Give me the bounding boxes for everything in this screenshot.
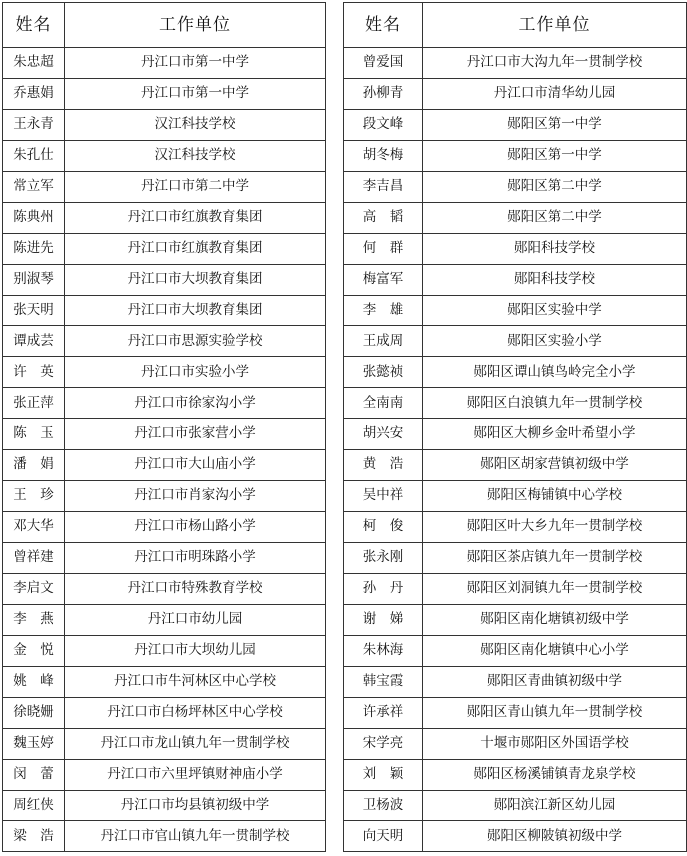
table-row <box>3 450 687 481</box>
name-left-cell: 邓大华 <box>3 512 65 543</box>
column-gap <box>326 790 344 821</box>
name-left-cell: 朱孔仕 <box>3 140 65 171</box>
table-row <box>3 388 687 419</box>
name-left-cell: 李启文 <box>3 573 65 604</box>
unit-left-cell: 丹江口市大坝幼儿园 <box>65 635 326 666</box>
table-row <box>3 48 687 79</box>
name-left-cell: 谭成芸 <box>3 326 65 357</box>
header-unit-right: 工作单位 <box>423 3 687 48</box>
unit-right-cell: 郧阳区杨溪铺镇青龙泉学校 <box>423 759 687 790</box>
column-gap <box>326 666 344 697</box>
name-right-cell: 李吉昌 <box>344 171 423 202</box>
unit-right-cell: 郧阳区刘洞镇九年一贯制学校 <box>423 573 687 604</box>
unit-left-cell: 丹江口市牛河林区中心学校 <box>65 666 326 697</box>
unit-right-cell: 郧阳区第二中学 <box>423 202 687 233</box>
unit-right-cell: 郧阳区柳陂镇初级中学 <box>423 821 687 852</box>
column-gap <box>326 759 344 790</box>
unit-right-cell: 郧阳区青曲镇初级中学 <box>423 666 687 697</box>
column-gap <box>326 140 344 171</box>
unit-right-cell: 郧阳区第二中学 <box>423 171 687 202</box>
table-row <box>3 728 687 759</box>
table-row <box>3 140 687 171</box>
name-right-cell: 许承祥 <box>344 697 423 728</box>
name-right-cell: 何 群 <box>344 233 423 264</box>
name-left-cell: 梁 浩 <box>3 821 65 852</box>
column-gap <box>326 326 344 357</box>
unit-right-cell: 郧阳区青山镇九年一贯制学校 <box>423 697 687 728</box>
column-gap <box>326 48 344 79</box>
name-left-cell: 魏玉婷 <box>3 728 65 759</box>
name-right-cell: 张懿祯 <box>344 357 423 388</box>
unit-left-cell: 丹江口市明珠路小学 <box>65 543 326 574</box>
unit-left-cell: 丹江口市第一中学 <box>65 78 326 109</box>
unit-left-cell: 丹江口市官山镇九年一贯制学校 <box>65 821 326 852</box>
name-right-cell: 朱林海 <box>344 635 423 666</box>
unit-right-cell: 郧阳区实验中学 <box>423 295 687 326</box>
name-left-cell: 陈典州 <box>3 202 65 233</box>
unit-left-cell: 丹江口市肖家沟小学 <box>65 481 326 512</box>
table-row <box>3 264 687 295</box>
name-right-cell: 孙 丹 <box>344 573 423 604</box>
table-row <box>3 543 687 574</box>
unit-left-cell: 丹江口市实验小学 <box>65 357 326 388</box>
unit-left-cell: 丹江口市大坝教育集团 <box>65 295 326 326</box>
header-name-left: 姓名 <box>3 3 65 48</box>
column-gap <box>326 109 344 140</box>
column-gap <box>326 357 344 388</box>
name-left-cell: 潘 娟 <box>3 450 65 481</box>
unit-left-cell: 丹江口市张家营小学 <box>65 419 326 450</box>
name-left-cell: 闵 蕾 <box>3 759 65 790</box>
unit-right-cell: 郧阳科技学校 <box>423 264 687 295</box>
name-left-cell: 别淑琴 <box>3 264 65 295</box>
unit-left-cell: 丹江口市均县镇初级中学 <box>65 790 326 821</box>
unit-right-cell: 郧阳区叶大乡九年一贯制学校 <box>423 512 687 543</box>
table-row <box>3 759 687 790</box>
column-gap <box>326 543 344 574</box>
unit-left-cell: 丹江口市大坝教育集团 <box>65 264 326 295</box>
table-row <box>3 666 687 697</box>
table-row <box>3 821 687 852</box>
header-name-right: 姓名 <box>344 3 423 48</box>
name-right-cell: 向天明 <box>344 821 423 852</box>
unit-right-cell: 郧阳区白浪镇九年一贯制学校 <box>423 388 687 419</box>
name-right-cell: 谢 娣 <box>344 604 423 635</box>
column-gap <box>326 3 344 48</box>
name-right-cell: 张永刚 <box>344 543 423 574</box>
column-gap <box>326 573 344 604</box>
unit-left-cell: 丹江口市第二中学 <box>65 171 326 202</box>
name-left-cell: 陈 玉 <box>3 419 65 450</box>
unit-left-cell: 丹江口市大山庙小学 <box>65 450 326 481</box>
unit-left-cell: 汉江科技学校 <box>65 140 326 171</box>
unit-left-cell: 丹江口市红旗教育集团 <box>65 202 326 233</box>
name-left-cell: 王 珍 <box>3 481 65 512</box>
unit-right-cell: 郧阳区南化塘镇中心小学 <box>423 635 687 666</box>
column-gap <box>326 419 344 450</box>
unit-right-cell: 郧阳滨江新区幼儿园 <box>423 790 687 821</box>
name-right-cell: 宋学亮 <box>344 728 423 759</box>
table-row <box>3 171 687 202</box>
table-row <box>3 697 687 728</box>
table-row <box>3 202 687 233</box>
table-row <box>3 512 687 543</box>
table-header-row <box>3 3 687 48</box>
column-gap <box>326 388 344 419</box>
unit-left-cell: 丹江口市特殊教育学校 <box>65 573 326 604</box>
name-right-cell: 段文峰 <box>344 109 423 140</box>
name-left-cell: 张正萍 <box>3 388 65 419</box>
name-right-cell: 刘 颖 <box>344 759 423 790</box>
column-gap <box>326 821 344 852</box>
column-gap <box>326 450 344 481</box>
table-row <box>3 295 687 326</box>
unit-left-cell: 丹江口市红旗教育集团 <box>65 233 326 264</box>
name-right-cell: 卫杨波 <box>344 790 423 821</box>
column-gap <box>326 635 344 666</box>
table-row <box>3 635 687 666</box>
column-gap <box>326 202 344 233</box>
unit-right-cell: 丹江口市大沟九年一贯制学校 <box>423 48 687 79</box>
unit-right-cell: 十堰市郧阳区外国语学校 <box>423 728 687 759</box>
unit-right-cell: 郧阳区第一中学 <box>423 140 687 171</box>
column-gap <box>326 233 344 264</box>
name-right-cell: 李 雄 <box>344 295 423 326</box>
name-left-cell: 金 悦 <box>3 635 65 666</box>
name-right-cell: 黄 浩 <box>344 450 423 481</box>
name-left-cell: 李 燕 <box>3 604 65 635</box>
column-gap <box>326 264 344 295</box>
unit-left-cell: 丹江口市幼儿园 <box>65 604 326 635</box>
unit-left-cell: 丹江口市六里坪镇财神庙小学 <box>65 759 326 790</box>
header-unit-left: 工作单位 <box>65 3 326 48</box>
name-left-cell: 周红侠 <box>3 790 65 821</box>
name-right-cell: 曾爱国 <box>344 48 423 79</box>
table-row <box>3 326 687 357</box>
table-row <box>3 481 687 512</box>
name-right-cell: 韩宝霞 <box>344 666 423 697</box>
column-gap <box>326 697 344 728</box>
name-left-cell: 姚 峰 <box>3 666 65 697</box>
unit-right-cell: 郧阳区谭山镇鸟岭完全小学 <box>423 357 687 388</box>
name-right-cell: 吴中祥 <box>344 481 423 512</box>
column-gap <box>326 728 344 759</box>
unit-right-cell: 郧阳科技学校 <box>423 233 687 264</box>
column-gap <box>326 512 344 543</box>
table-row <box>3 790 687 821</box>
name-right-cell: 孙柳青 <box>344 78 423 109</box>
unit-left-cell: 丹江口市白杨坪林区中心学校 <box>65 697 326 728</box>
unit-right-cell: 丹江口市清华幼儿园 <box>423 78 687 109</box>
name-right-cell: 胡兴安 <box>344 419 423 450</box>
unit-right-cell: 郧阳区大柳乡金叶希望小学 <box>423 419 687 450</box>
name-right-cell: 高 韬 <box>344 202 423 233</box>
unit-left-cell: 丹江口市徐家沟小学 <box>65 388 326 419</box>
unit-left-cell: 丹江口市龙山镇九年一贯制学校 <box>65 728 326 759</box>
name-right-cell: 胡冬梅 <box>344 140 423 171</box>
column-gap <box>326 295 344 326</box>
name-right-cell: 全南南 <box>344 388 423 419</box>
unit-right-cell: 郧阳区茶店镇九年一贯制学校 <box>423 543 687 574</box>
name-left-cell: 常立军 <box>3 171 65 202</box>
unit-left-cell: 丹江口市思源实验学校 <box>65 326 326 357</box>
table-row <box>3 357 687 388</box>
table-row <box>3 78 687 109</box>
unit-right-cell: 郧阳区梅铺镇中心学校 <box>423 481 687 512</box>
name-left-cell: 曾祥建 <box>3 543 65 574</box>
name-left-cell: 张天明 <box>3 295 65 326</box>
unit-left-cell: 汉江科技学校 <box>65 109 326 140</box>
unit-right-cell: 郧阳区实验小学 <box>423 326 687 357</box>
unit-left-cell: 丹江口市杨山路小学 <box>65 512 326 543</box>
unit-right-cell: 郧阳区胡家营镇初级中学 <box>423 450 687 481</box>
name-left-cell: 许 英 <box>3 357 65 388</box>
name-right-cell: 王成周 <box>344 326 423 357</box>
unit-left-cell: 丹江口市第一中学 <box>65 48 326 79</box>
name-left-cell: 朱忠超 <box>3 48 65 79</box>
table-row <box>3 604 687 635</box>
name-right-cell: 梅富军 <box>344 264 423 295</box>
personnel-table <box>2 2 687 852</box>
name-left-cell: 徐晓姗 <box>3 697 65 728</box>
name-left-cell: 乔惠娟 <box>3 78 65 109</box>
column-gap <box>326 481 344 512</box>
unit-right-cell: 郧阳区第一中学 <box>423 109 687 140</box>
name-right-cell: 柯 俊 <box>344 512 423 543</box>
table-row <box>3 419 687 450</box>
table-row <box>3 109 687 140</box>
table-row <box>3 233 687 264</box>
unit-right-cell: 郧阳区南化塘镇初级中学 <box>423 604 687 635</box>
table-row <box>3 573 687 604</box>
name-left-cell: 陈进先 <box>3 233 65 264</box>
column-gap <box>326 171 344 202</box>
name-left-cell: 王永青 <box>3 109 65 140</box>
column-gap <box>326 78 344 109</box>
column-gap <box>326 604 344 635</box>
